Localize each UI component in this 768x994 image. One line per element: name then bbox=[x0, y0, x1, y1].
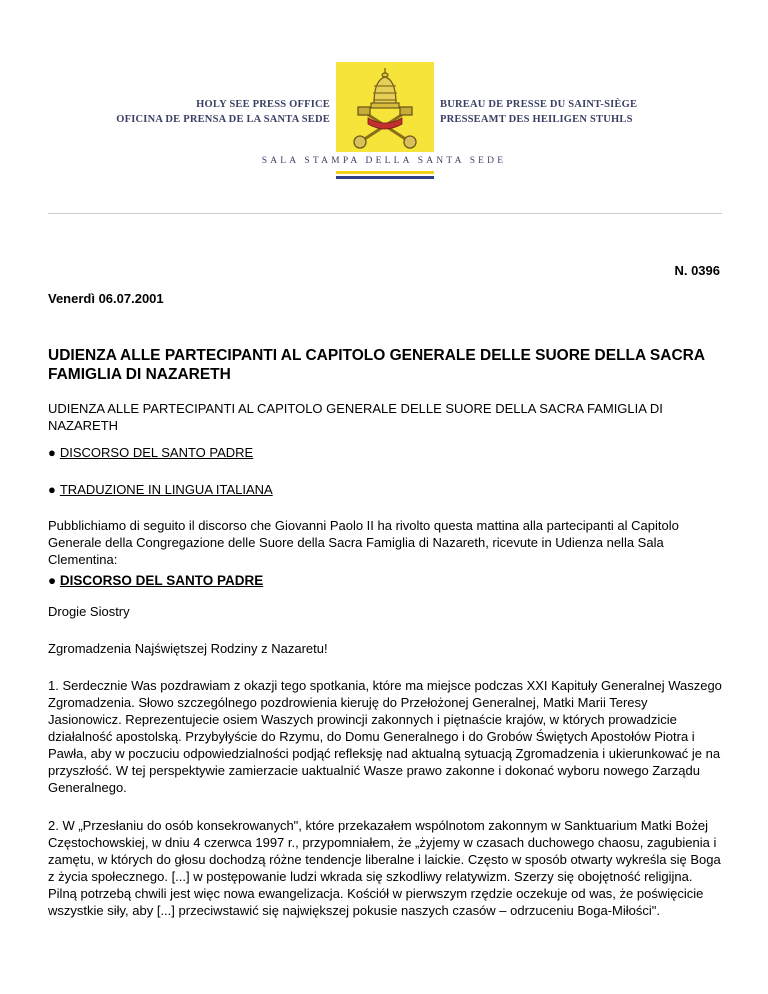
anchor-discorso-del-santo-padre[interactable]: DISCORSO DEL SANTO PADRE bbox=[59, 573, 264, 588]
greeting-line-2: Zgromadzenia Najświętszej Rodziny z Nazaretu! bbox=[48, 641, 328, 656]
paragraph-2: 2. W „Przesłaniu do osób konsekrowanych", które przekazałem wspólnotom zakonnym w Sanktuarium Matki Bożej Częstochowskiej, w dniu 4 czerwca 1997 r., przypomniałem, że „żyjemy w czasach duchowego chaosu, zagubienia i zamętu, w których do głosu dochodzą różne tendencje liberalne i laickie. Często w sposób otwarty wykreśla się Boga z życia społecznego. [...] w postępowanie ludzi wkrada się szkodliwy relatywizm. Szerzy się obojętność religijna. Pilną potrzebą chwili jest więc nowa ewangelizacja. Kościół w pierwszym rzędzie oczekuje od was, że poświęcicie wszystkie siły, aby [...] przeciwstawić się największej pokusie naszych czasów – odrzuceniu Boga-Miłości". bbox=[48, 818, 721, 918]
link-item-traduzione bbox=[48, 481, 273, 498]
header-presseamt: PRESSEAMT DES HEILIGEN STUHLS bbox=[440, 114, 633, 125]
header-blue-stripe bbox=[336, 176, 434, 179]
bullet-icon: ● bbox=[48, 445, 56, 460]
bullet-icon: ● bbox=[48, 482, 56, 497]
bulletin-subtitle: UDIENZA ALLE PARTECIPANTI AL CAPITOLO GENERALE DELLE SUORE DELLA SACRA FAMIGLIA DI NAZARETH bbox=[48, 401, 663, 433]
link-discorso-del-santo-padre[interactable]: DISCORSO DEL SANTO PADRE bbox=[59, 445, 254, 460]
intro-paragraph: Pubblichiamo di seguito il discorso che Giovanni Paolo II ha rivolto questa mattina alla partecipanti al Capitolo Generale della Congregazione delle Suore della Sacra Famiglia di Nazareth, ricevute in Udienza nella Sala Clementina: bbox=[48, 518, 679, 567]
header-sala-stampa: SALA STAMPA DELLA SANTA SEDE bbox=[261, 156, 507, 166]
bulletin-date: Venerdì 06.07.2001 bbox=[48, 291, 164, 306]
bulletin-number: N. 0396 bbox=[674, 263, 720, 278]
bulletin-title: UDIENZA ALLE PARTECIPANTI AL CAPITOLO GENERALE DELLE SUORE DELLA SACRA FAMIGLIA DI NAZARETH bbox=[48, 347, 705, 383]
papal-crest-logo bbox=[336, 62, 434, 152]
header-holy-see-press-office: HOLY SEE PRESS OFFICE bbox=[196, 99, 330, 110]
section-heading-discorso bbox=[48, 573, 263, 588]
paragraph-1: 1. Serdecznie Was pozdrawiam z okazji tego spotkania, które ma miejsce podczas XXI Kapituły Generalnej Waszego Zgromadzenia. Słowo szczególnego pozdrowienia kieruję do Przełożonej Generalnej, Matki Marii Teresy Jasionowicz. Reprezentujecie osiem Waszych prowincji zakonnych i piętnaście krajów, w których prowadzicie działalność apostolską. Przybyłyście do Rzymu, do Domu Generalnego i do Grobów Świętych Apostołów Piotra i Pawła, aby w poczuciu odpowiedzialności podjąć refleksję nad aktualną sytuacją Zgromadzenia i ukierunkować je na przyszłość. W tej perspektywie zamierzacie uaktualnić Wasze prawo zakonne i dokonać wyboru nowego Zarządu Generalnego. bbox=[48, 678, 722, 795]
link-traduzione-in-lingua-italiana[interactable]: TRADUZIONE IN LINGUA ITALIANA bbox=[59, 482, 273, 497]
greeting-line-1: Drogie Siostry bbox=[48, 604, 130, 619]
header-right-titles bbox=[440, 97, 680, 127]
header-left-titles bbox=[110, 97, 330, 127]
header-oficina-de-prensa: OFICINA DE PRENSA DE LA SANTA SEDE bbox=[116, 114, 330, 125]
link-item-discorso bbox=[48, 444, 253, 461]
header-divider bbox=[48, 213, 722, 214]
papal-keys-tiara-icon bbox=[336, 62, 434, 152]
header-bureau-de-presse: BUREAU DE PRESSE DU SAINT-SIÈGE bbox=[440, 99, 638, 110]
bullet-icon: ● bbox=[48, 573, 57, 588]
header-yellow-stripe bbox=[336, 171, 434, 174]
